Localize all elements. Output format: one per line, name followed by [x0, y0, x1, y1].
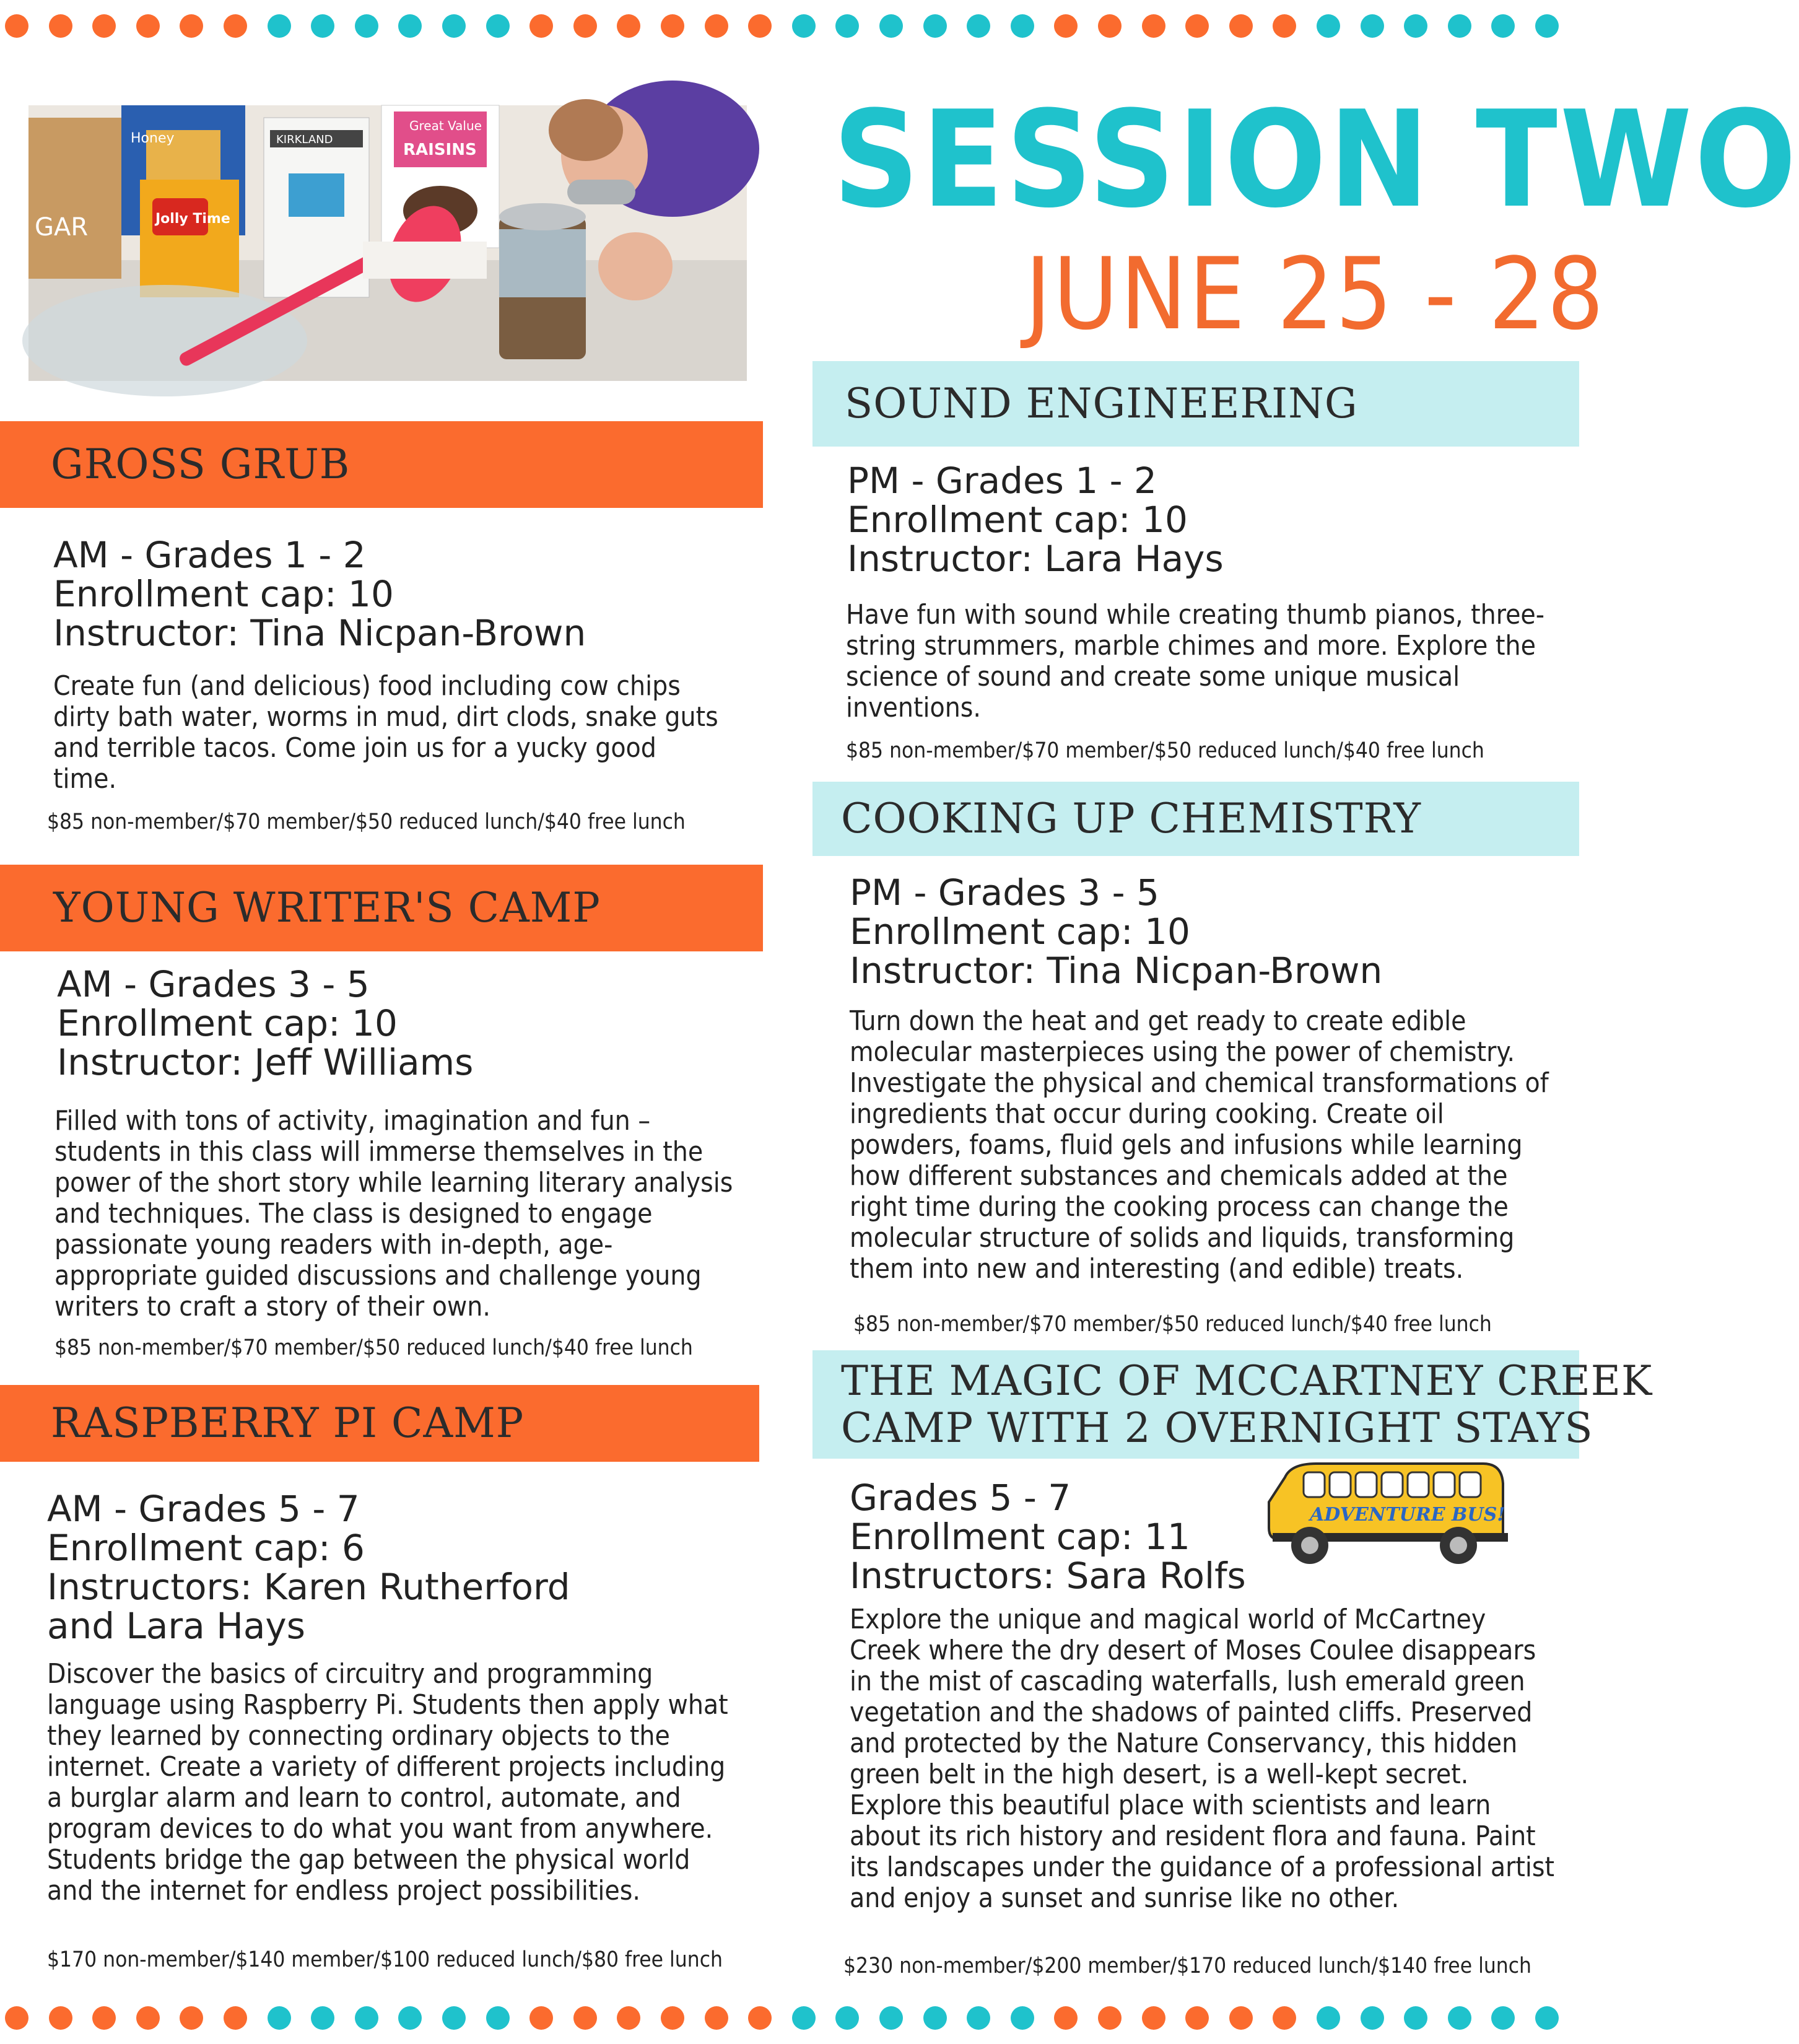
- camp-instructor: Instructor: Lara Hays: [847, 538, 1224, 580]
- border-dot: [355, 2006, 378, 2030]
- border-dot: [748, 2006, 772, 2030]
- border-dot: [705, 14, 728, 38]
- border-dot: [1404, 2006, 1427, 2030]
- border-dot: [1054, 2006, 1078, 2030]
- border-dot: [1229, 2006, 1253, 2030]
- border-dot: [136, 14, 160, 38]
- border-dot: [1448, 2006, 1471, 2030]
- border-dot: [529, 2006, 553, 2030]
- border-dot: [1535, 2006, 1559, 2030]
- border-dot: [268, 14, 291, 38]
- camp-grades: PM - Grades 1 - 2: [847, 460, 1157, 502]
- border-dot: [311, 14, 334, 38]
- photo-text-jolly: Jolly Time: [155, 211, 230, 227]
- border-dot: [49, 2006, 72, 2030]
- camp-description: Create fun (and delicious) food including cow chips dirty bath water, worms in mud, dirt clods, snake guts and terrible tacos. Come join us for a yucky good time.: [53, 670, 718, 795]
- border-dot: [879, 2006, 903, 2030]
- border-dot: [49, 14, 72, 38]
- border-dot: [967, 2006, 990, 2030]
- camp-enrollment-cap: Enrollment cap: 10: [53, 573, 394, 615]
- border-dot: [1142, 14, 1165, 38]
- camp-grades: AM - Grades 3 - 5: [57, 963, 370, 1005]
- border-dot: [5, 14, 28, 38]
- camp-instructor-cont: and Lara Hays: [47, 1605, 305, 1647]
- border-dot: [573, 2006, 597, 2030]
- border-dot: [1448, 14, 1471, 38]
- border-dot: [1404, 14, 1427, 38]
- border-dot: [92, 2006, 116, 2030]
- camp-band-mccartney-creek: [812, 1350, 1653, 1459]
- border-dot: [442, 2006, 466, 2030]
- border-dot: [661, 14, 684, 38]
- camp-description: Explore the unique and magical world of McCartney Creek where the dry desert of Moses Coulee disappears in the mist of cascading waterfalls, lush emerald green vegetation and the shadows of painted cliffs. Preserved and protected by the Nature Conservancy, this hidden green belt in the high desert, is a well-kept secret. Explore this beautiful place with scientists and learn about its rich history and resident flora and fauna. Paint its landscapes under the guidance of a professional artist and enjoy a sunset and sunrise like no other.: [850, 1604, 1555, 1914]
- camp-band-young-writers: [0, 865, 763, 951]
- border-dot: [1011, 2006, 1034, 2030]
- border-dot: [879, 14, 903, 38]
- camp-enrollment-cap: Enrollment cap: 10: [847, 499, 1188, 541]
- photo-text-sugar: GAR: [35, 213, 89, 242]
- camp-price: $85 non-member/$70 member/$50 reduced lunch/$40 free lunch: [853, 1312, 1492, 1337]
- camp-description: Turn down the heat and get ready to create edible molecular masterpieces using the power of chemistry. Investigate the physical and chemical transformations of ingredients that occur during cooking. Create oil powders, foams, fluid gels and infusions while learning how different substances and chemicals added at the right time during the cooking process can change the molecular structure of solids and liquids, transforming them into new and interesting (and edible) treats.: [850, 1005, 1549, 1285]
- adventure-bus-icon: [1260, 1459, 1508, 1567]
- camp-grades: AM - Grades 5 - 7: [47, 1488, 360, 1530]
- photo-text-kirkland: KIRKLAND: [276, 133, 333, 146]
- top-dot-border: [0, 12, 1579, 40]
- border-dot: [1361, 2006, 1384, 2030]
- border-dot: [5, 2006, 28, 2030]
- border-dot: [1317, 14, 1340, 38]
- bus-label: ADVENTURE BUS!: [1310, 1504, 1505, 1526]
- border-dot: [1491, 2006, 1515, 2030]
- border-dot: [180, 14, 203, 38]
- border-dot: [1098, 2006, 1122, 2030]
- border-dot: [1361, 14, 1384, 38]
- camp-enrollment-cap: Enrollment cap: 10: [850, 911, 1190, 953]
- border-dot: [311, 2006, 334, 2030]
- border-dot: [224, 14, 247, 38]
- camp-price: $230 non-member/$200 member/$170 reduced lunch/$140 free lunch: [843, 1954, 1532, 1978]
- camp-title: COOKING UP CHEMISTRY: [841, 795, 1421, 842]
- border-dot: [1491, 14, 1515, 38]
- camp-instructor: Instructor: Tina Nicpan-Brown: [53, 612, 586, 654]
- border-dot: [486, 14, 510, 38]
- camp-instructor: Instructor: Jeff Williams: [57, 1041, 474, 1083]
- border-dot: [1185, 14, 1209, 38]
- camp-description: Filled with tons of activity, imagination and fun – students in this class will immerse themselves in the power of the short story while learning literary analysis and techniques. The class is designed to engage passionate young readers with in-depth, age-appropriate guided discussions and challenge young writers to craft a story of their own.: [54, 1105, 733, 1322]
- camp-title: YOUNG WRITER'S CAMP: [53, 884, 601, 932]
- bottom-dot-border: [0, 2004, 1579, 2032]
- border-dot: [617, 2006, 640, 2030]
- camp-price: $85 non-member/$70 member/$50 reduced lunch/$40 free lunch: [846, 738, 1484, 763]
- border-dot: [792, 2006, 816, 2030]
- camp-description: Have fun with sound while creating thumb pianos, three-string strummers, marble chimes and more. Explore the science of sound and create some unique musical inventions.: [846, 599, 1545, 723]
- border-dot: [835, 2006, 859, 2030]
- camp-band-cooking-chemistry: [812, 782, 1579, 856]
- border-dot: [1142, 2006, 1165, 2030]
- border-dot: [967, 14, 990, 38]
- session-dates: JUNE 25 - 28: [1025, 236, 1606, 352]
- camp-price: $170 non-member/$140 member/$100 reduced lunch/$80 free lunch: [47, 1947, 723, 1972]
- camp-enrollment-cap: Enrollment cap: 10: [57, 1002, 398, 1044]
- border-dot: [1229, 14, 1253, 38]
- border-dot: [224, 2006, 247, 2030]
- cooking-photo: [28, 105, 747, 381]
- camp-grades: PM - Grades 3 - 5: [850, 871, 1159, 914]
- camp-title: SOUND ENGINEERING: [845, 380, 1358, 427]
- camp-title-line2: CAMP WITH 2 OVERNIGHT STAYS: [841, 1404, 1593, 1452]
- camp-enrollment-cap: Enrollment cap: 11: [850, 1516, 1190, 1558]
- border-dot: [136, 2006, 160, 2030]
- camp-band-raspberry-pi: [0, 1385, 759, 1462]
- session-title: SESSION TWO: [833, 82, 1799, 237]
- border-dot: [268, 2006, 291, 2030]
- border-dot: [835, 14, 859, 38]
- border-dot: [486, 2006, 510, 2030]
- border-dot: [529, 14, 553, 38]
- photo-text-honey: Honey: [131, 131, 175, 146]
- camp-title-line1: THE MAGIC OF MCCARTNEY CREEK: [841, 1356, 1653, 1405]
- border-dot: [705, 2006, 728, 2030]
- camp-price: $85 non-member/$70 member/$50 reduced lunch/$40 free lunch: [47, 810, 686, 834]
- border-dot: [573, 14, 597, 38]
- photo-illustration: [28, 105, 747, 381]
- border-dot: [1317, 2006, 1340, 2030]
- border-dot: [398, 2006, 422, 2030]
- border-dot: [180, 2006, 203, 2030]
- border-dot: [923, 14, 947, 38]
- camp-instructor: Instructors: Karen Rutherford: [47, 1566, 570, 1608]
- border-dot: [1054, 14, 1078, 38]
- border-dot: [617, 14, 640, 38]
- camp-title: RASPBERRY PI CAMP: [51, 1399, 525, 1447]
- camp-enrollment-cap: Enrollment cap: 6: [47, 1527, 365, 1569]
- border-dot: [1098, 14, 1122, 38]
- border-dot: [792, 14, 816, 38]
- camp-grades: Grades 5 - 7: [850, 1477, 1071, 1519]
- photo-text-raisins: RAISINS: [403, 141, 477, 159]
- camp-grades: AM - Grades 1 - 2: [53, 534, 366, 576]
- border-dot: [1273, 2006, 1296, 2030]
- border-dot: [1535, 14, 1559, 38]
- camp-instructor: Instructors: Sara Rolfs: [850, 1555, 1246, 1597]
- camp-band-sound-engineering: [812, 361, 1579, 447]
- border-dot: [398, 14, 422, 38]
- border-dot: [748, 14, 772, 38]
- border-dot: [923, 2006, 947, 2030]
- camp-title: GROSS GRUB: [51, 440, 351, 488]
- border-dot: [661, 2006, 684, 2030]
- border-dot: [1011, 14, 1034, 38]
- border-dot: [1185, 2006, 1209, 2030]
- border-dot: [92, 14, 116, 38]
- camp-price: $85 non-member/$70 member/$50 reduced lunch/$40 free lunch: [54, 1335, 693, 1360]
- border-dot: [355, 14, 378, 38]
- border-dot: [1273, 14, 1296, 38]
- photo-text-great-value: Great Value: [409, 118, 482, 133]
- camp-band-gross-grub: [0, 421, 763, 508]
- border-dot: [442, 14, 466, 38]
- camp-instructor: Instructor: Tina Nicpan-Brown: [850, 950, 1383, 992]
- camp-description: Discover the basics of circuitry and programming language using Raspberry Pi. Students then apply what they learned by connecting ordinary objects to the internet. Create a variety of different projects including a burglar alarm and learn to control, automate, and program devices to do what you want from anywhere. Students bridge the gap between the physical world and the internet for endless project possibilities.: [47, 1658, 728, 1906]
